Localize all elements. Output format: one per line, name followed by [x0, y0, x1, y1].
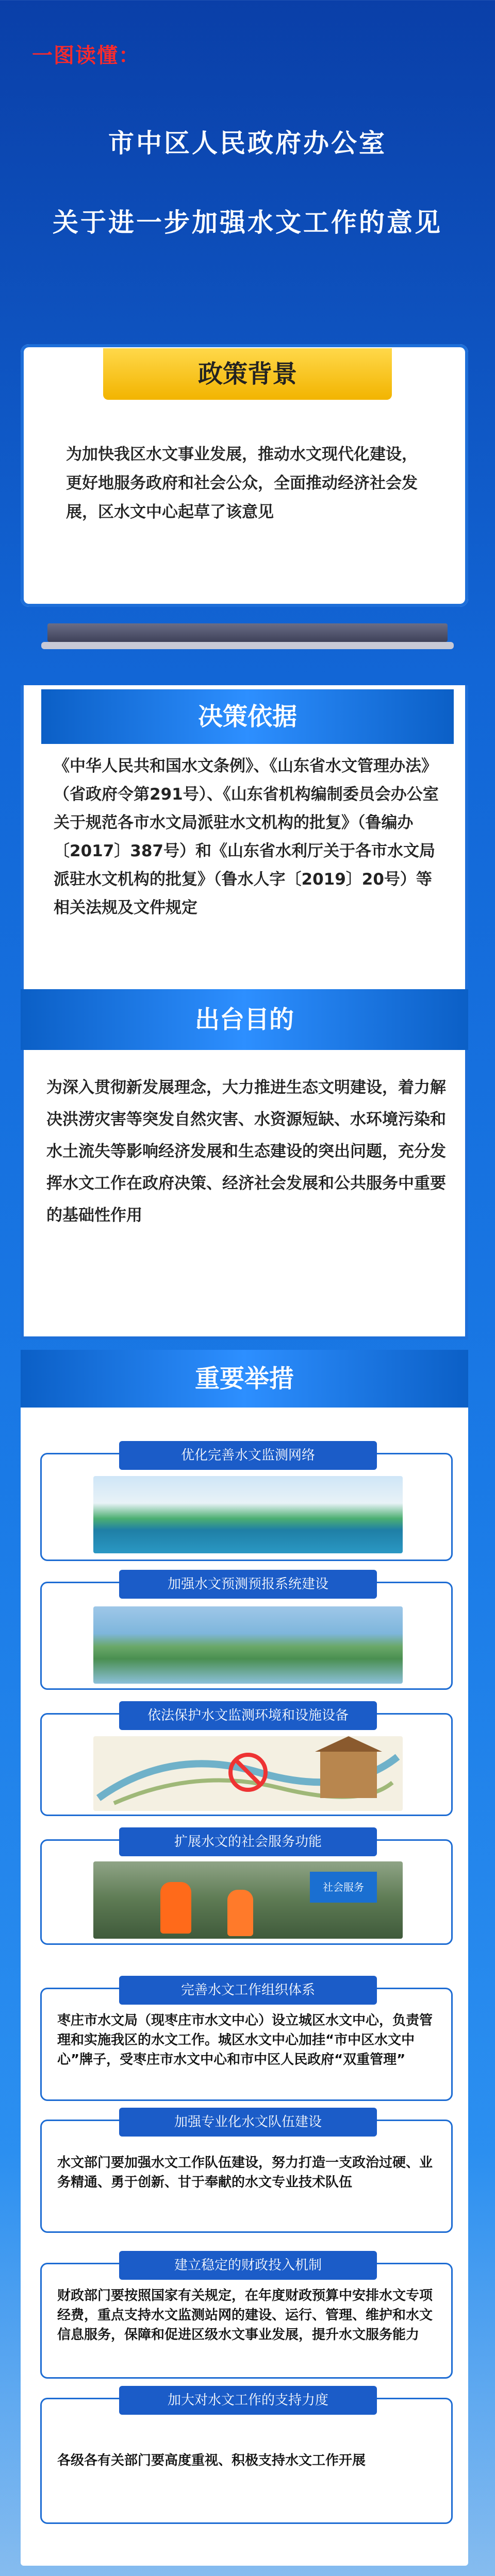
measure-card — [40, 1448, 453, 1561]
worker-figure — [160, 1882, 191, 1934]
measure-title: 依法保护水文监测环境和设施设备 — [119, 1701, 377, 1730]
scroll-base — [47, 623, 448, 642]
measures-heading: 重要举措 — [21, 1350, 468, 1408]
purpose-heading: 出台目的 — [21, 989, 468, 1050]
measure-card — [40, 1834, 453, 1945]
protection-illustration-svg — [93, 1736, 403, 1811]
page-title-line2: 关于进一步加强水文工作的意见 — [53, 207, 442, 238]
measure-title: 加强专业化水文队伍建设 — [119, 2108, 377, 2137]
mountain-silhouette-svg — [0, 2571, 495, 2576]
measure-card — [40, 2258, 453, 2379]
background-heading: 政策背景 — [103, 348, 392, 400]
measure-title: 加强水文预测预报系统建设 — [119, 1570, 377, 1599]
measure-card — [40, 1708, 453, 1816]
background-text: 为加快我区水文事业发展，推动水文现代化建设，更好地服务政府和社会公众，全面推动经济社会发展，区水文中心起草了该意见 — [66, 445, 418, 521]
bottom-landscape — [0, 2571, 495, 2576]
header-tag: 一图读懂： — [32, 44, 140, 67]
basis-heading: 决策依据 — [41, 689, 454, 744]
river-aerial-image — [93, 1606, 403, 1684]
purpose-text: 为深入贯彻新发展理念，大力推进生态文明建设，着力解决洪涝灾害等突发自然灾害、水资源短缺、水环境污染和水土流失等影响经济发展和生态建设的突出问题，充分发挥水文工作在政府决策、经济社会发展和公共服务中重要的基础性作用 — [46, 1078, 446, 1225]
worker-figure — [227, 1890, 253, 1936]
lake-landscape-image — [93, 1476, 403, 1553]
measure-text: 财政部门要按照国家有关规定，在年度财政预算中安排水文专项经费，重点支持水文监测站网的建设、运行、管理、维护和水文信息服务，保障和促进区级水文事业发展，提升水文服务能力 — [57, 2288, 433, 2343]
measure-card — [40, 1982, 453, 2101]
scroll-shadow — [41, 642, 454, 649]
measure-text: 各级各有关部门要高度重视、积极支持水文工作开展 — [57, 2453, 366, 2468]
protection-illustration — [93, 1736, 403, 1811]
page-title-line1: 市中区人民政府办公室 — [108, 128, 387, 158]
measure-card — [40, 2393, 453, 2524]
field-workers-image — [93, 1861, 403, 1939]
measure-text: 枣庄市水文局（现枣庄市水文中心）设立城区水文中心，负责管理和实施我区的水文工作。城区水文中心加挂“市中区水文中心”牌子，受枣庄市水文中心和市中区人民政府“双重管理” — [57, 2013, 433, 2067]
measure-title: 建立稳定的财政投入机制 — [119, 2251, 377, 2280]
measure-card — [40, 1577, 453, 1690]
measure-title: 完善水文工作组织体系 — [119, 1976, 377, 2005]
measure-title: 优化完善水文监测网络 — [119, 1441, 377, 1470]
measure-text: 水文部门要加强水文工作队伍建设，努力打造一支政治过硬、业务精通、勇于创新、甘于奉献的水文专业技术队伍 — [57, 2155, 433, 2190]
measure-title: 扩展水文的社会服务功能 — [119, 1827, 377, 1856]
basis-text: 《中华人民共和国水文条例》、《山东省水文管理办法》（省政府令第291号）、《山东省机构编制委员会办公室关于规范各市水文局派驻水文机构的批复》（鲁编办〔2017〕387号）和《山东省水利厅关于各市水文局派驻水文机构的批复》（鲁水人字〔2019〕20号）等相关法规及文件规定 — [54, 757, 439, 917]
measure-card — [40, 2114, 453, 2233]
service-sign: 社会服务 — [310, 1872, 377, 1903]
measure-title: 加大对水文工作的支持力度 — [119, 2386, 377, 2415]
